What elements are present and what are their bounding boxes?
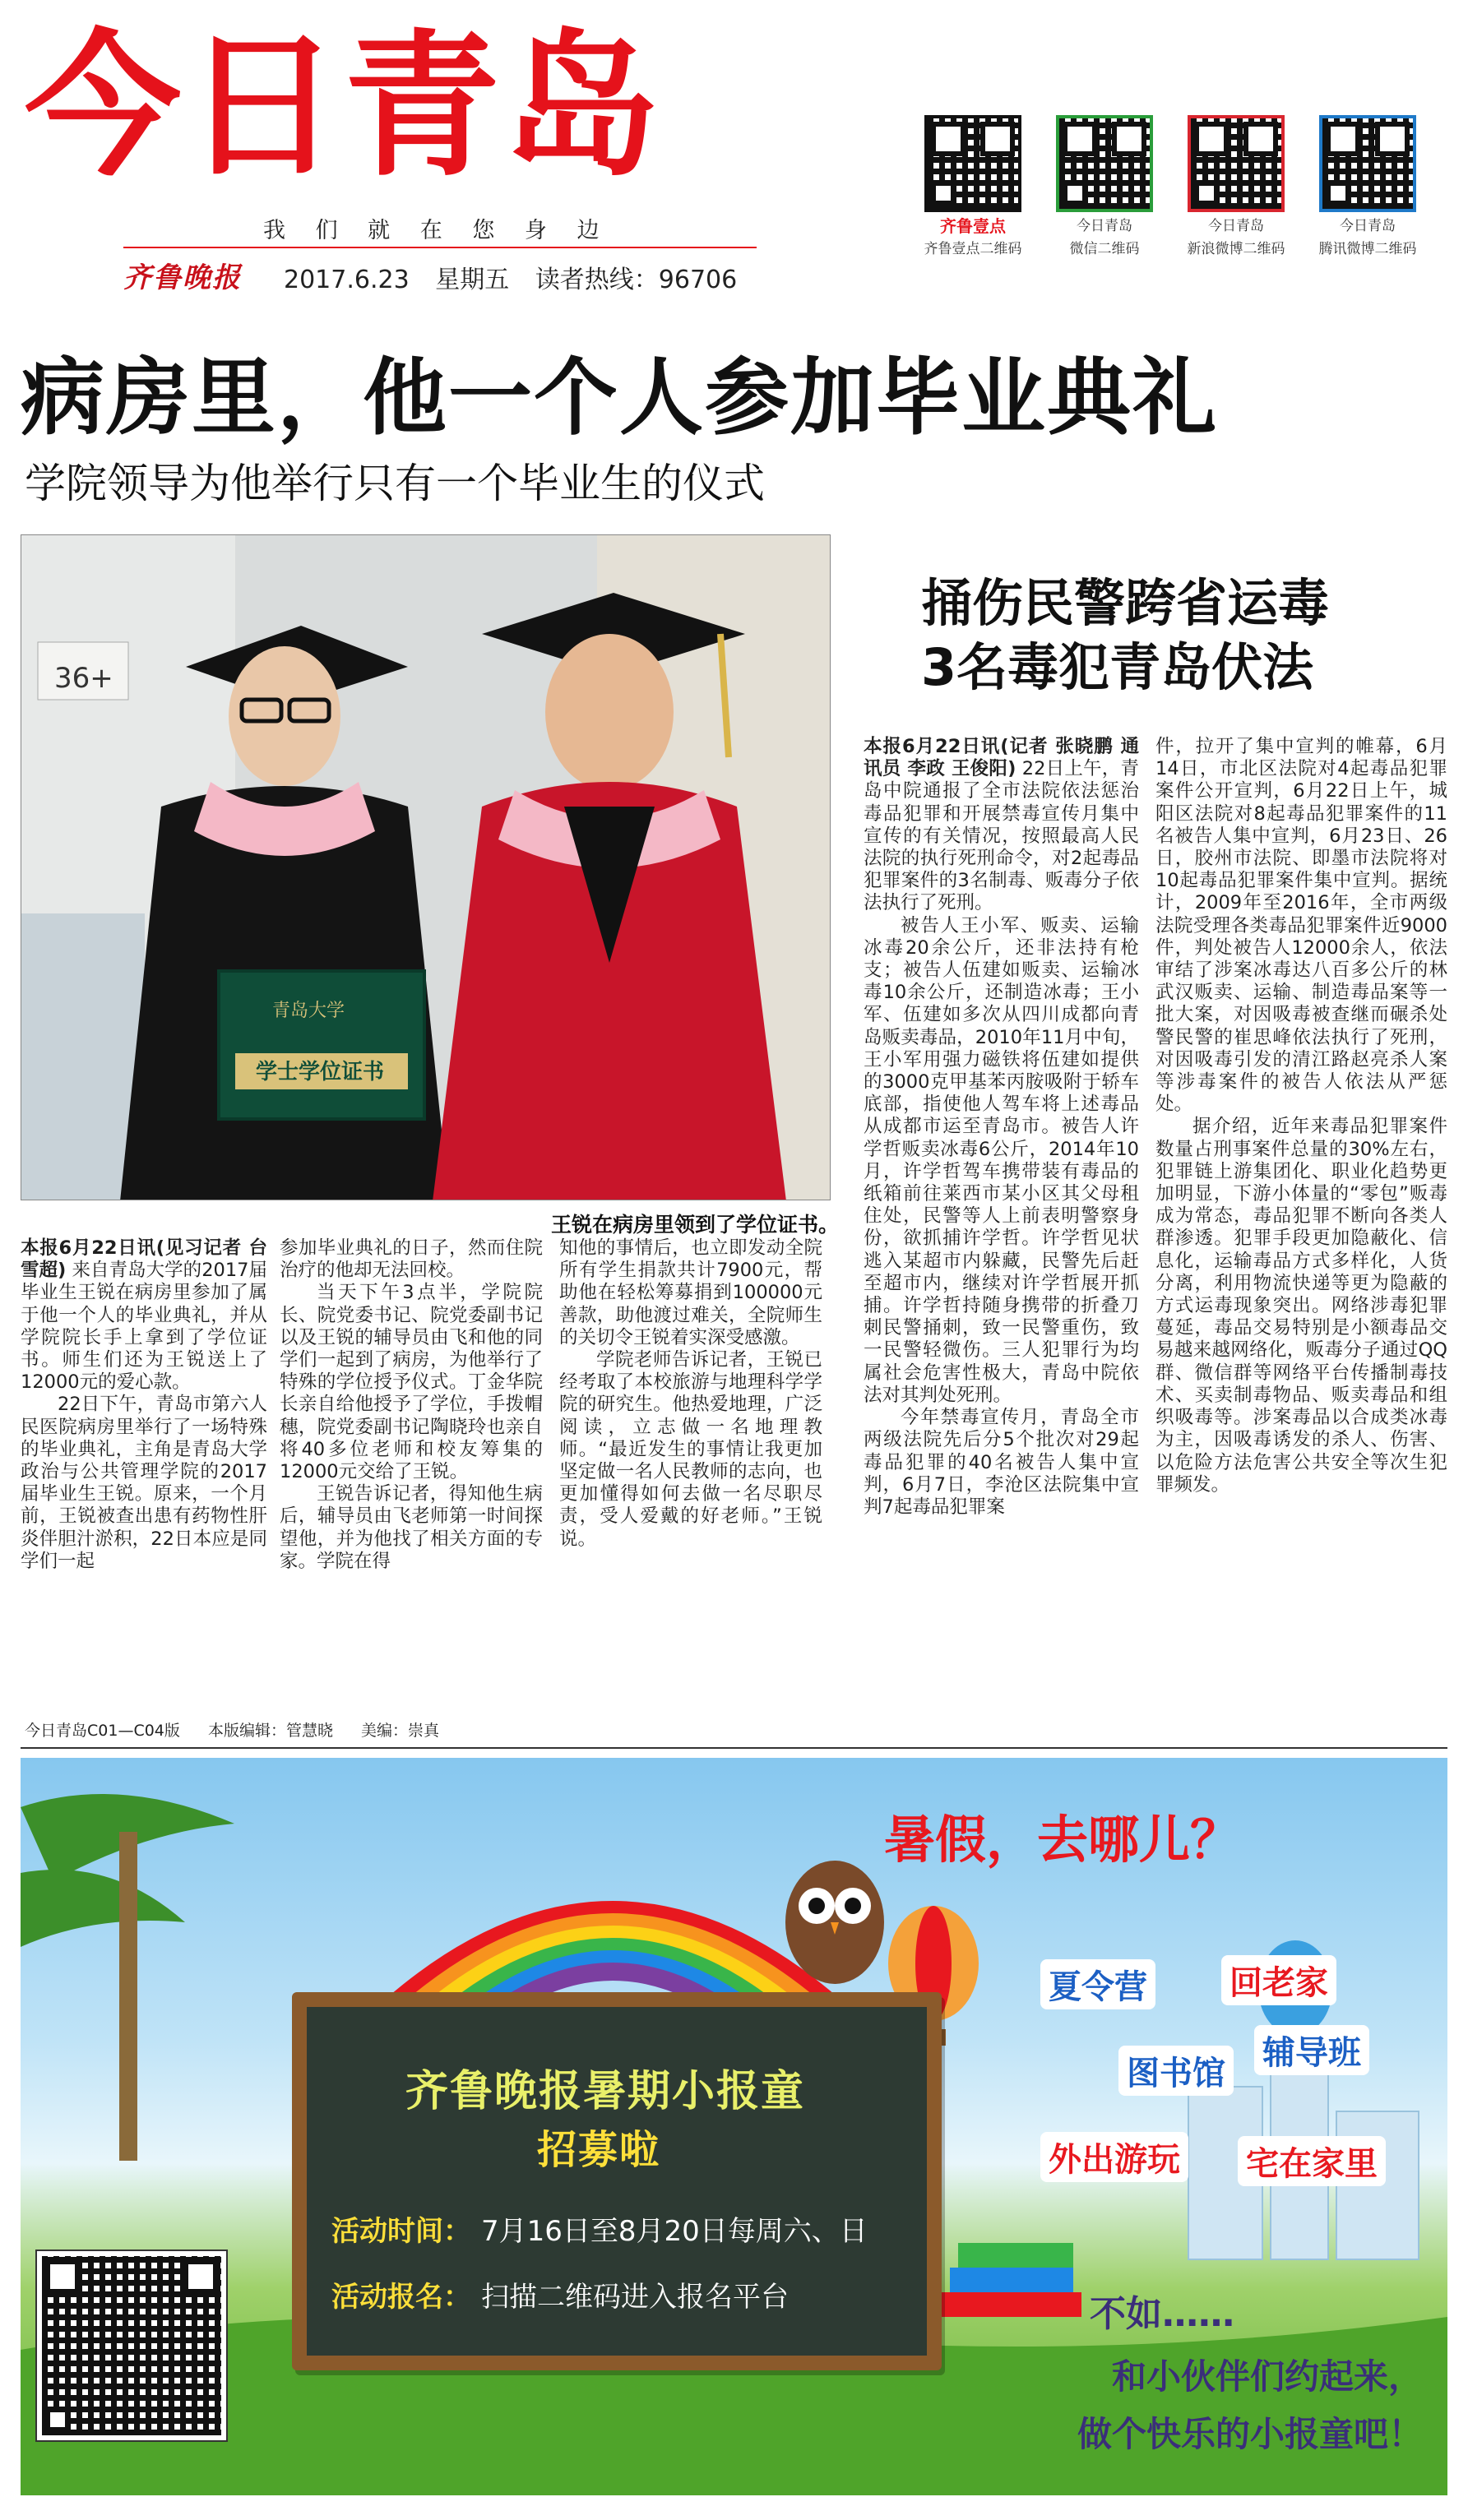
books-stack-icon <box>942 2243 1081 2317</box>
qr-tencent-weibo <box>1312 115 1424 258</box>
lead-paragraph: 参加毕业典礼的日子，然而住院治疗的他却无法回校。 <box>280 1237 543 1282</box>
summer-newsboy-ad[interactable] <box>21 1758 1447 2495</box>
lead-subhead: 学院领导为他举行只有一个毕业生的仪式 <box>25 460 765 507</box>
qr-caption: 今日青岛 <box>1077 218 1132 234</box>
qr-caption: 齐鲁壹点二维码 <box>924 241 1022 257</box>
page-credits <box>25 1718 462 1741</box>
option-stay-home: 宅在家里 <box>1238 2136 1386 2186</box>
newspaper-title: 今日青岛 <box>25 16 664 197</box>
designer-credit: 美编：崇真 <box>361 1722 440 1740</box>
side-paragraph: 件，拉开了集中宣判的帷幕，6月14日，市北区法院对4起毒品犯罪案件公开宣判，6月22日上午，城阳区法院对8起毒品犯罪案件的11名被告人集中宣判，6月23日、26日，胶州市法院、即墨市法院将对10起毒品犯罪案件集中宣判。据统计，2009年至2016年，全市两级法院受理各类毒品犯罪案件近9000件，判处被告人12000余人，依法审结了涉案冰毒达八百多公斤的林武汉贩卖、运输、制造毒品案等一批大案，对因吸毒被查继而碾杀处警民警的崔思峰依法执行了死刑，对因吸毒引发的清江路赵亮杀人案等涉毒案件的被告人依法从严惩处。 <box>1155 736 1447 1116</box>
side-paragraph: 据介绍，近年来毒品犯罪案件数量占刑事案件总量的30%左右，犯罪链上游集团化、职业化趋势更加明显，下游小体量的“零包”贩毒成为常态，毒品犯罪不断向各类人群渗透。犯罪手段更加隐蔽化、信息化，运输毒品方式多样化，人货分离，利用物流快递等更为隐蔽的方式运毒现象突出。网络涉毒犯罪蔓延，毒品交易特别是小额毒品交易越来越网络化，贩毒分子通过QQ群、微信群等网络平台传播制毒技术、买卖制毒物品、贩卖毒品和组织吸毒等。涉案毒品以合成类冰毒为主，因吸毒诱发的杀人、伤害、以危险方法危害公共安全等次生犯罪频发。 <box>1155 1116 1447 1496</box>
palm-tree-icon <box>21 1794 234 2161</box>
qr-qilu-yidian <box>917 115 1029 258</box>
qr-code-icon[interactable] <box>924 115 1021 212</box>
qr-code-icon[interactable] <box>1056 115 1153 212</box>
side-headline <box>921 571 1329 700</box>
qr-caption-sub: 新浪微博二维码 <box>1187 241 1285 257</box>
masthead-rule <box>123 247 757 248</box>
side-paragraph: 被告人王小军、贩卖、运输冰毒20余公斤，还非法持有枪支；被告人伍建如贩卖、运输冰毒10余公斤，还制造冰毒；王小军、伍建如多次从四川成都向青岛贩卖毒品，2010年11月中旬，王小军用强力磁铁将伍建如提供的3000克甲基苯丙胺吸附于轿车底部，指使他人驾车将上述毒品从成都市运至青岛市。被告人许学哲贩卖冰毒6公斤，2014年10月，许学哲驾车携带装有毒品的纸箱前往莱西市某小区其父母租住处，民警等人上前表明警察身份，欲抓捕许学哲。许学哲见状逃入某超市内躲藏，民警先后赶至超市内，继续对许学哲展开抓捕。许学哲持随身携带的折叠刀刺民警捅刺，致一民警重伤，致一民警轻微伤。三人犯罪行为均属社会危害性极大，青岛中院依法对其判处死刑。 <box>864 914 1139 1406</box>
qr-caption-sub: 微信二维码 <box>1069 241 1140 257</box>
ad-buru: 不如…… <box>1090 2293 1234 2335</box>
side-headline-line1: 捅伤民警跨省运毒 <box>921 573 1330 633</box>
activity-time-value: 7月16日至8月20日每周六、日 <box>481 2215 868 2248</box>
qr-code-row <box>917 115 1424 258</box>
option-summer-camp: 夏令营 <box>1040 1959 1155 2009</box>
lead-paragraph: 学院老师告诉记者，王锐已经考取了本校旅游与地理科学学院的研究生。他热爱地理，广泛阅读，立志做一名地理教师。“最近发生的事情让我更加坚定做一名人民教师的志向，也更加懂得如何去做一名尽职尽责，受人爱戴的好老师。”王锐说。 <box>559 1349 822 1550</box>
lead-paragraph: 当天下午3点半，学院院长、院党委书记、院党委副书记以及王锐的辅导员由飞和他的同学们一起到了病房，为他举行了特殊的学位授予仪式。丁金华院长亲自给他授予了学位，手拨帽穗，院党委副书记陶晓玲也亲自将40多位老师和校友筹集的12000元交给了王锐。 <box>280 1282 543 1483</box>
lead-column-3 <box>559 1237 822 1551</box>
masthead-slogan: 我 们 就 在 您 身 边 <box>263 218 611 243</box>
option-tutoring: 辅导班 <box>1254 2025 1369 2075</box>
lead-paragraph: 知他的事情后，也立即发动全院所有学生捐款共计7900元，帮助他在轻松筹募捐到100000元善款，助他渡过难关，全院师生的关切令王锐着实深受感激。 <box>559 1237 822 1348</box>
lead-byline: 本报6月22日讯(见习记者 台雪超) <box>21 1237 267 1282</box>
certificate-title: 学士学位证书 <box>256 1060 385 1084</box>
certificate-school: 青岛大学 <box>272 1001 345 1021</box>
lead-column-1 <box>21 1237 267 1573</box>
reader-hotline: 读者热线：96706 <box>535 266 738 294</box>
issue-weekday: 星期五 <box>435 266 510 294</box>
qr-code-icon[interactable] <box>42 2256 221 2435</box>
ad-call-line1: 和小伙伴们约起来， <box>1111 2356 1423 2397</box>
activity-time-label: 活动时间： <box>331 2215 471 2248</box>
section-label: 今日青岛C01—C04版 <box>25 1722 180 1740</box>
owl-icon <box>785 1861 884 1984</box>
ad-call-line2: 做个快乐的小报童吧！ <box>1077 2414 1423 2454</box>
lead-photo <box>21 534 831 1200</box>
activity-signup-value: 扫描二维码进入报名平台 <box>481 2281 789 2314</box>
qr-caption: 今日青岛 <box>1340 218 1396 234</box>
qr-caption: 今日青岛 <box>1208 218 1264 234</box>
option-travel: 外出游玩 <box>1040 2132 1188 2182</box>
side-byline: 本报6月22日讯(记者 张晓鹏 通讯员 李政 王俊阳) <box>864 736 1139 780</box>
room-number-sign: 36+ <box>54 662 113 695</box>
footer-rule <box>21 1747 1447 1749</box>
side-column-2 <box>1155 736 1447 1496</box>
activity-signup <box>331 2274 789 2314</box>
option-library: 图书馆 <box>1118 2046 1234 2096</box>
qr-sina-weibo <box>1180 115 1292 258</box>
issue-line <box>284 259 755 295</box>
graduation-photo-illustration <box>21 535 831 1200</box>
option-hometown: 回老家 <box>1221 1955 1336 2005</box>
chalkboard <box>292 1992 942 2370</box>
lead-paragraph: 王锐告诉记者，得知他生病后，辅导员由飞老师第一时间探望他，并为他找了相关方面的专家。学院在得 <box>280 1483 543 1572</box>
qr-code-icon[interactable] <box>1319 115 1416 212</box>
qr-caption-sub: 腾讯微博二维码 <box>1318 241 1417 257</box>
board-title: 齐鲁晚报暑期小报童 <box>405 2067 806 2116</box>
side-paragraph: 22日上午，青岛中院通报了全市法院依法惩治毒品犯罪和开展禁毒宣传月集中宣传的有关情况，按照最高人民法院的执行死刑命令，对2起毒品犯罪案件的3名制毒、贩毒分子依法执行了死刑。 <box>864 758 1139 914</box>
qr-brand-label: 齐鲁壹点 <box>940 216 1006 236</box>
qr-wechat <box>1049 115 1160 258</box>
lead-paragraph: 22日下午，青岛市第六人民医院病房里举行了一场特殊的毕业典礼，主角是青岛大学政治与公共管理学院的2017届毕业生王锐。原来，一个月前，王锐被查出患有药物性肝炎伴胆汁淤积，22日本应是同学们一起 <box>21 1394 267 1572</box>
lead-headline: 病房里，他一个人参加毕业典礼 <box>21 349 1218 447</box>
editor-credit: 本版编辑：管慧晓 <box>207 1722 333 1740</box>
issue-date: 2017.6.23 <box>284 266 410 294</box>
activity-signup-label: 活动报名： <box>331 2281 471 2314</box>
lead-column-2 <box>280 1237 543 1573</box>
lead-paragraph: 来自青岛大学的2017届毕业生王锐在病房里参加了属于他一个人的毕业典礼，并从学院院长手上拿到了学位证书。师生们还为王锐送上了12000元的爱心款。 <box>21 1260 267 1394</box>
photo-caption: 王锐在病房里领到了学位证书。 <box>551 1213 840 1237</box>
brand-logo: 齐鲁晚报 <box>123 261 242 294</box>
ad-question: 暑假，去哪儿？ <box>884 1810 1242 1870</box>
side-headline-line2: 3名毒犯青岛伏法 <box>921 637 1314 697</box>
board-subtitle: 招募啦 <box>537 2127 661 2173</box>
side-column-1 <box>864 736 1139 1519</box>
activity-time <box>331 2208 868 2249</box>
ad-signup-qr[interactable] <box>37 2251 226 2440</box>
qr-code-icon[interactable] <box>1188 115 1285 212</box>
side-paragraph: 今年禁毒宣传月，青岛全市两级法院先后分5个批次对29起毒品犯罪的40名被告人集中宣判，6月7日，李沧区法院集中宣判7起毒品犯罪案 <box>864 1407 1139 1518</box>
